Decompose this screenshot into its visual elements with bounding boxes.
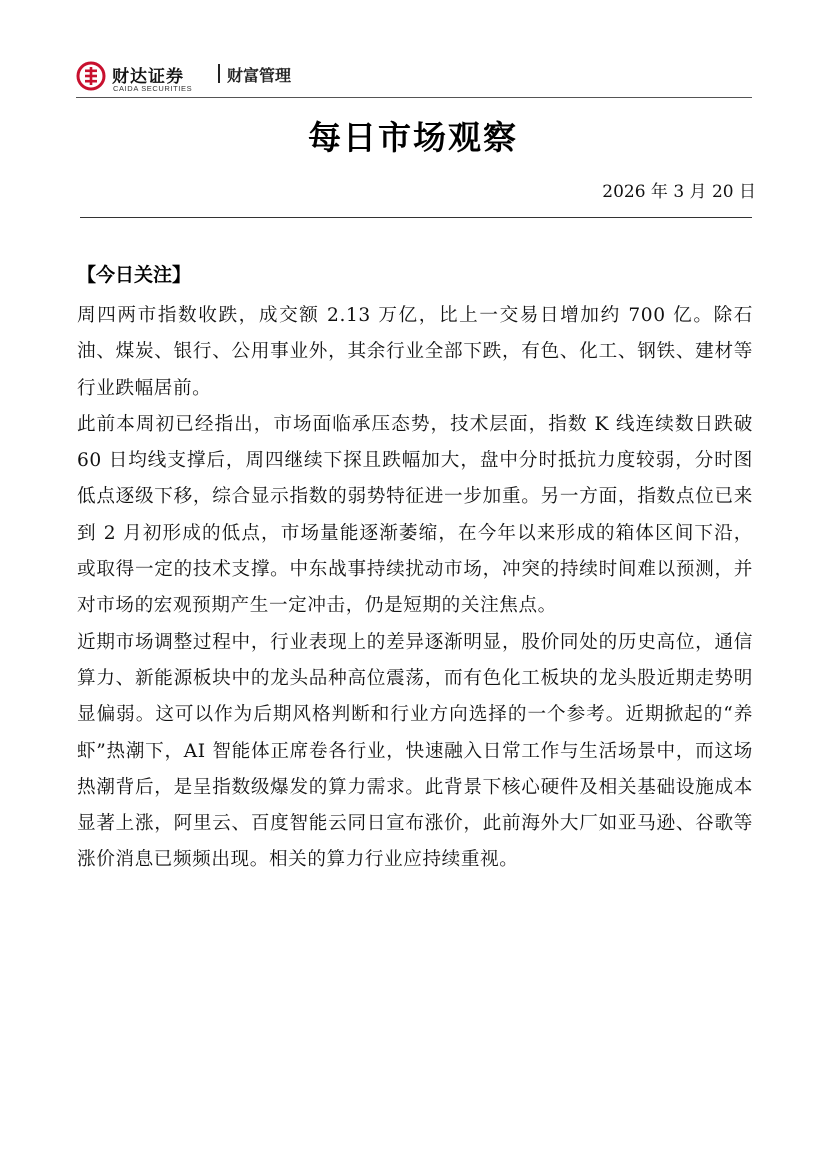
page-header	[76, 58, 752, 98]
title-rule	[80, 217, 752, 218]
brand-divider	[218, 64, 220, 83]
header-rule	[76, 97, 752, 98]
report-body	[77, 298, 753, 879]
report-title: 每日市场观察	[308, 118, 518, 157]
brand-name: 财达证券	[112, 67, 184, 87]
caida-logo-icon	[76, 61, 106, 91]
division-name: 财富管理	[227, 66, 292, 85]
paragraph-1: 周四两市指数收跌，成交额 2.13 万亿，比上一交易日增加约 700 亿。除石油、煤炭、银行、公用事业外，其余行业全部下跌，有色、化工、钢铁、建材等行业跌幅居前。	[77, 305, 753, 399]
brand-english-name: CAIDA SECURITIES	[113, 84, 193, 93]
paragraph-3: 近期市场调整过程中，行业表现上的差异逐渐明显，股价同处的历史高位，通信算力、新能源板块中的龙头品种高位震荡，而有色化工板块的龙头股近期走势明显偏弱。这可以作为后期风格判断和行业方向选择的一个参考。近期掀起的“养虾”热潮下，AI 智能体正席卷各行业，快速融入日常工作与生活场景中，而这场热潮背后，是呈指数级爆发的算力需求。此背景下核心硬件及相关基础设施成本显著上涨，阿里云、百度智能云同日宣布涨价，此前海外大厂如亚马逊、谷歌等涨价消息已频频出现。相关的算力行业应持续重视。	[77, 631, 753, 871]
report-date: 2026 年 3 月 20 日	[602, 182, 756, 202]
section-heading: 【今日关注】	[77, 264, 192, 286]
paragraph-2: 此前本周初已经指出，市场面临承压态势，技术层面，指数 K 线连续数日跌破 60 日均线支撑后，周四继续下探且跌幅加大，盘中分时抵抗力度较弱，分时图低点逐级下移，综合显示指数的弱势特征进一步加重。另一方面，指数点位已来到 2 月初形成的低点，市场量能逐渐萎缩，在今年以来形成的箱体区间下沿，或取得一定的技术支撑。中东战事持续扰动市场，冲突的持续时间难以预测，并对市场的宏观预期产生一定冲击，仍是短期的关注焦点。	[77, 413, 753, 617]
